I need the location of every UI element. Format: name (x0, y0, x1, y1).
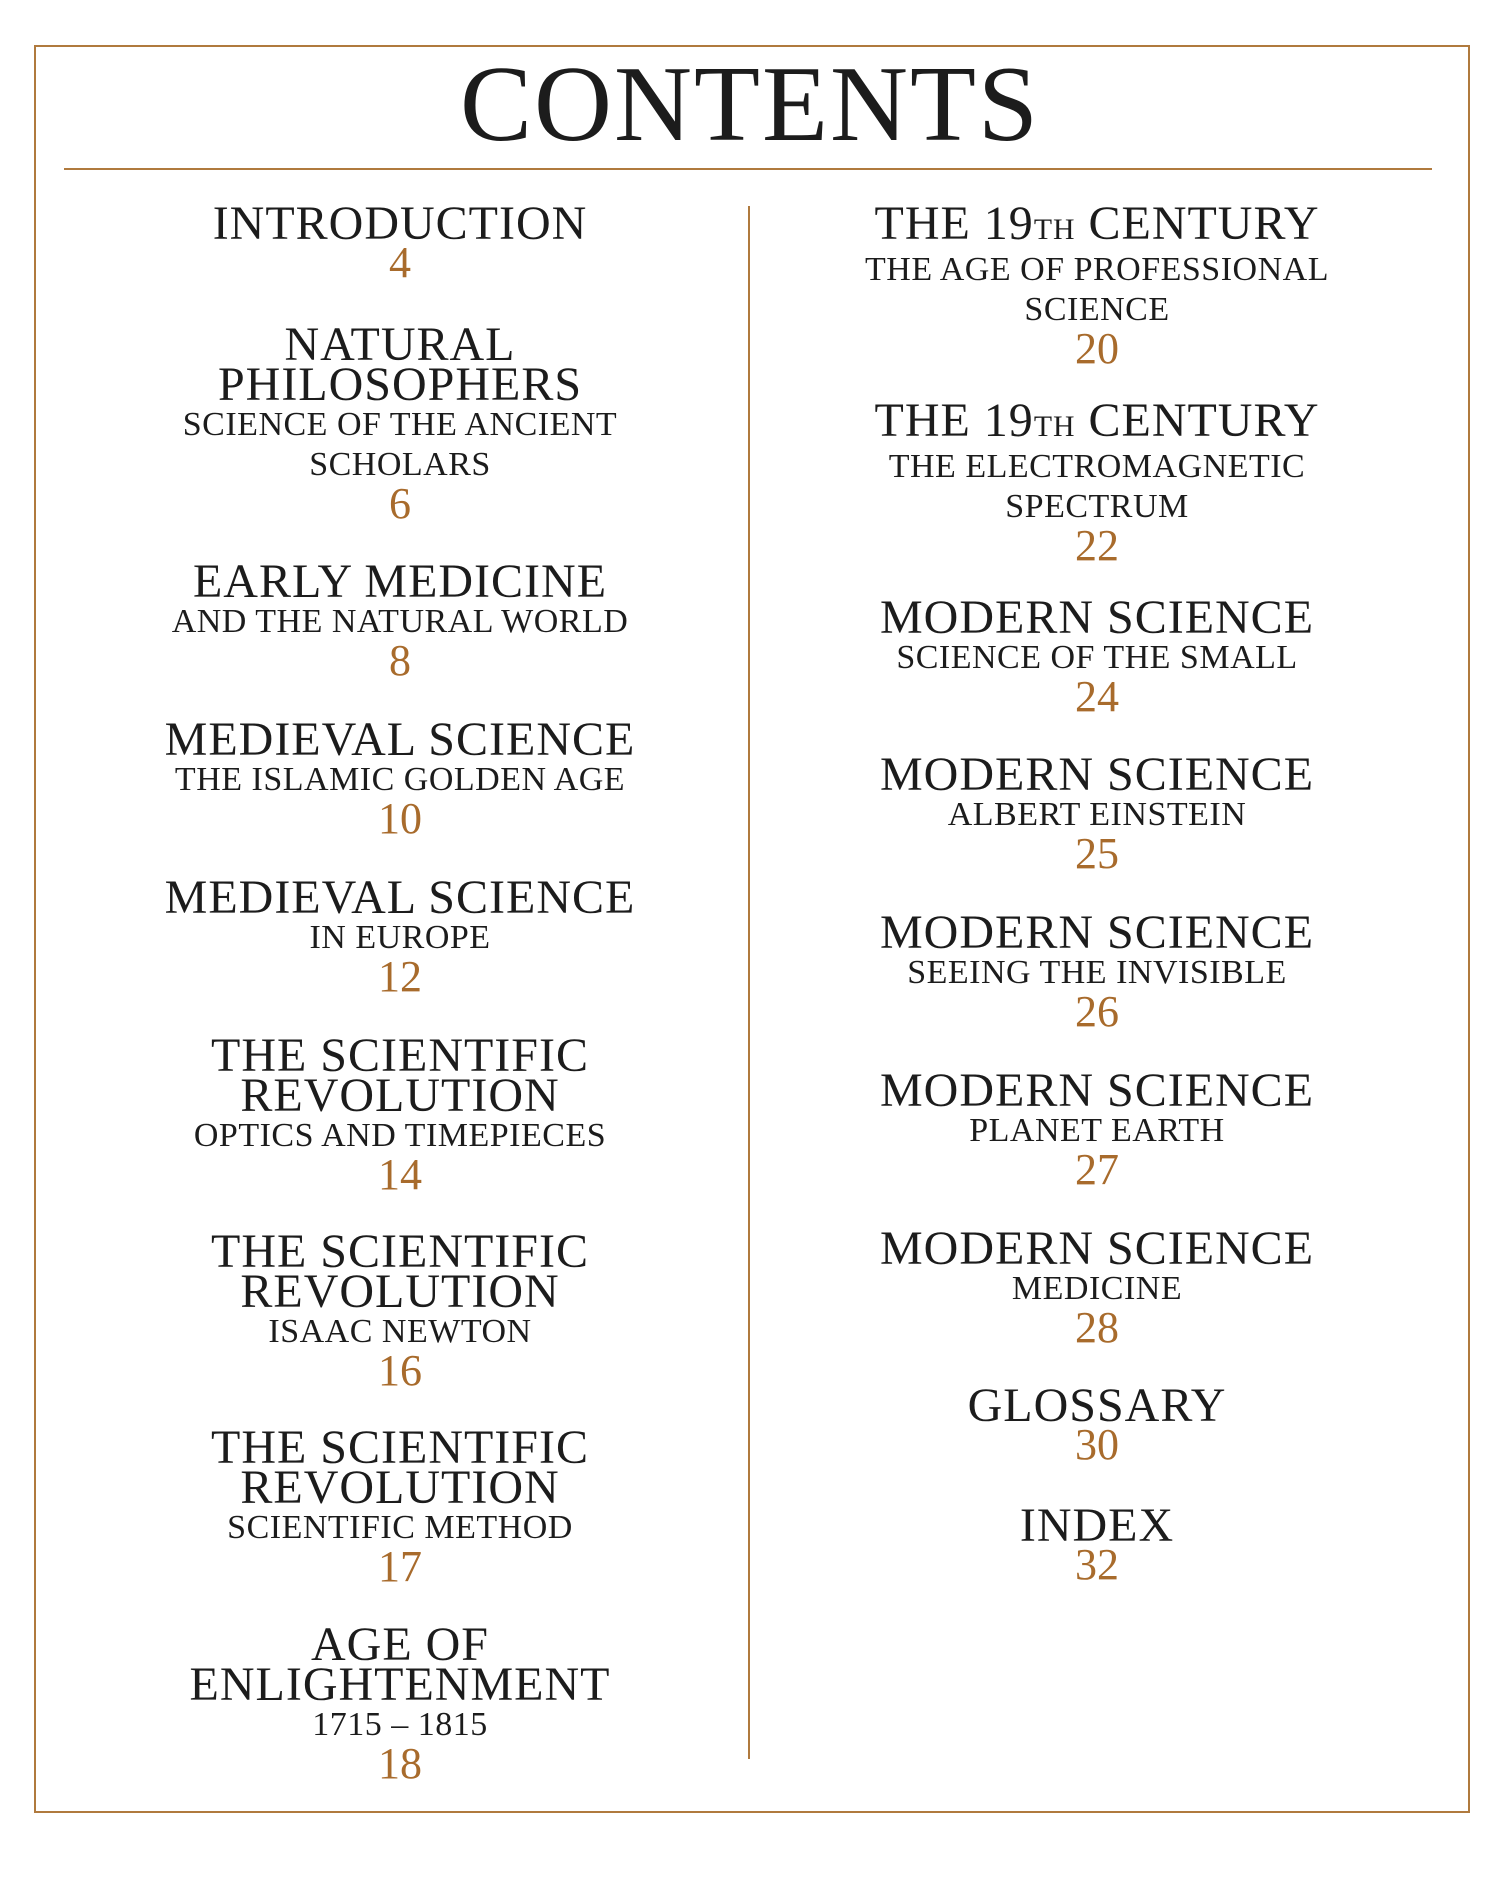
toc-entry[interactable] (797, 1064, 1397, 1194)
entry-subtitle: PLANET EARTH (969, 1112, 1225, 1149)
entry-page-number: 24 (1075, 672, 1119, 721)
entry-heading: MEDIEVAL SCIENCE (164, 871, 636, 924)
toc-entry[interactable] (100, 1225, 700, 1395)
toc-entry[interactable] (100, 1618, 700, 1788)
page-title: CONTENTS (460, 45, 1040, 164)
entry-heading: THE 19TH CENTURY (874, 394, 1320, 447)
toc-entry[interactable] (100, 1421, 700, 1591)
entry-page-number: 28 (1075, 1303, 1119, 1352)
entry-heading: THE SCIENTIFIC (211, 1421, 589, 1474)
entry-subtitle: SCIENCE (1024, 291, 1170, 328)
entry-page-number: 22 (1075, 521, 1119, 570)
entry-subtitle: AND THE NATURAL WORLD (171, 603, 629, 640)
entry-heading: MODERN SCIENCE (879, 748, 1315, 801)
entry-heading: MODERN SCIENCE (879, 906, 1315, 959)
toc-entry[interactable] (100, 555, 700, 685)
entry-subtitle: SEEING THE INVISIBLE (907, 954, 1287, 991)
entry-subtitle: 1715 – 1815 (312, 1706, 488, 1743)
toc-entry[interactable] (797, 591, 1397, 721)
entry-page-number: 14 (378, 1150, 422, 1199)
entry-subtitle: ISAAC NEWTON (268, 1313, 532, 1350)
entry-heading: INTRODUCTION (212, 197, 588, 250)
toc-entry[interactable] (100, 318, 700, 528)
entry-heading: MODERN SCIENCE (879, 1064, 1315, 1117)
entry-heading: NATURAL (284, 318, 516, 371)
entry-page-number: 4 (389, 238, 411, 287)
entry-page-number: 18 (378, 1739, 422, 1788)
entry-subtitle: THE ISLAMIC GOLDEN AGE (174, 761, 626, 798)
entry-page-number: 27 (1075, 1145, 1119, 1194)
entry-subtitle: THE ELECTROMAGNETIC (888, 448, 1306, 485)
entry-page-number: 20 (1075, 324, 1119, 373)
entry-heading: MODERN SCIENCE (879, 591, 1315, 644)
entry-subtitle: SCIENCE OF THE SMALL (896, 639, 1298, 676)
toc-entry[interactable] (797, 1379, 1397, 1469)
entry-heading: INDEX (1019, 1499, 1175, 1552)
entry-subtitle: IN EUROPE (309, 919, 491, 956)
entry-heading: THE SCIENTIFIC (211, 1225, 589, 1278)
entry-subtitle: SPECTRUM (1005, 488, 1189, 525)
entry-page-number: 16 (378, 1346, 422, 1395)
entry-page-number: 25 (1075, 829, 1119, 878)
entry-heading: PHILOSOPHERS (217, 358, 583, 411)
toc-entry[interactable] (100, 713, 700, 843)
entry-page-number: 32 (1075, 1540, 1119, 1589)
toc-entry[interactable] (797, 1499, 1397, 1589)
entry-heading: MODERN SCIENCE (879, 1222, 1315, 1275)
entry-heading: GLOSSARY (967, 1379, 1227, 1432)
toc-entry[interactable] (797, 197, 1397, 373)
toc-entry[interactable] (797, 748, 1397, 878)
entry-heading: ENLIGHTENMENT (189, 1658, 611, 1711)
entry-heading: REVOLUTION (240, 1461, 560, 1514)
entry-page-number: 17 (378, 1542, 422, 1591)
title-divider (64, 168, 1432, 170)
entry-subtitle: THE AGE OF PROFESSIONAL (865, 251, 1329, 288)
entry-subtitle: SCIENCE OF THE ANCIENT (182, 406, 618, 443)
entry-page-number: 10 (378, 794, 422, 843)
entry-subtitle: OPTICS AND TIMEPIECES (193, 1117, 607, 1154)
entry-page-number: 12 (378, 952, 422, 1001)
toc-entry[interactable] (100, 1029, 700, 1199)
entry-page-number: 26 (1075, 987, 1119, 1036)
entry-heading: REVOLUTION (240, 1265, 560, 1318)
toc-entry[interactable] (797, 906, 1397, 1036)
toc-entry[interactable] (797, 1222, 1397, 1352)
column-divider (748, 206, 750, 1759)
entry-subtitle: MEDICINE (1011, 1270, 1183, 1307)
entry-heading: THE 19TH CENTURY (874, 197, 1320, 250)
entry-heading: EARLY MEDICINE (192, 555, 608, 608)
entry-page-number: 30 (1075, 1420, 1119, 1469)
entry-heading: THE SCIENTIFIC (211, 1029, 589, 1082)
entry-heading: REVOLUTION (240, 1069, 560, 1122)
toc-entry[interactable] (100, 197, 700, 287)
toc-entry[interactable] (100, 871, 700, 1001)
entry-page-number: 6 (389, 479, 411, 528)
entry-page-number: 8 (389, 636, 411, 685)
toc-entry[interactable] (797, 394, 1397, 570)
entry-subtitle: SCHOLARS (309, 446, 491, 483)
entry-subtitle: SCIENTIFIC METHOD (227, 1509, 573, 1546)
entry-heading: MEDIEVAL SCIENCE (164, 713, 636, 766)
entry-subtitle: ALBERT EINSTEIN (947, 796, 1247, 833)
entry-heading: AGE OF (310, 1618, 489, 1671)
